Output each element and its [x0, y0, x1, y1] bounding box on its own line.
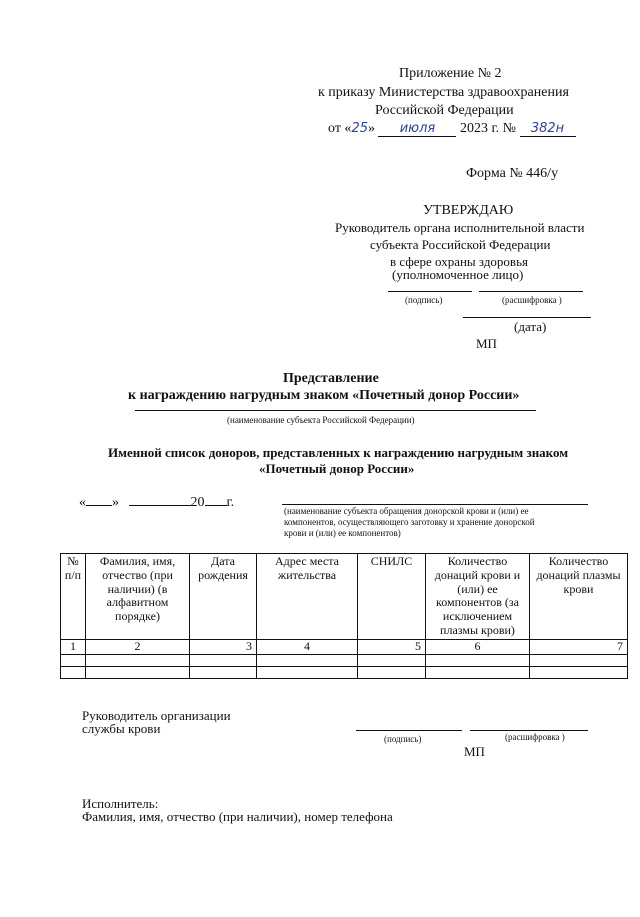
date-day-blank	[86, 493, 112, 506]
approval-signature-caption: (подпись)	[405, 295, 443, 305]
approval-line-3: в сфере охраны здоровья	[390, 254, 528, 269]
date-field-year-prefix: 20	[190, 495, 205, 510]
column-number-2: 2	[86, 639, 190, 654]
table-header-row	[61, 554, 628, 640]
column-number-4: 4	[257, 639, 358, 654]
table-cell[interactable]	[257, 654, 358, 666]
date-prefix: от «	[328, 121, 352, 136]
table-cell[interactable]	[61, 654, 86, 666]
organization-name-line	[282, 504, 588, 505]
date-month-blank	[129, 493, 191, 506]
header-plasma-donations: Количество донаций плазмы крови	[530, 554, 628, 640]
head-decoding-line	[470, 730, 588, 731]
header-full-name: Фамилия, имя, отчество (при наличии) (в алфавитном порядке)	[86, 554, 190, 640]
table-cell[interactable]	[190, 654, 257, 666]
approval-date-caption: (дата)	[514, 319, 547, 334]
appendix-federation-line: Российской Федерации	[375, 103, 514, 118]
donor-table	[60, 553, 628, 679]
approval-decoding-caption: (расшифровка )	[502, 295, 562, 305]
appendix-title: Приложение № 2	[399, 66, 502, 81]
table-cell[interactable]	[358, 666, 426, 678]
table-cell[interactable]	[61, 666, 86, 678]
table-cell[interactable]	[257, 666, 358, 678]
table-number-row	[61, 639, 628, 654]
executor-label: Исполнитель:	[82, 796, 159, 811]
subject-name-line	[135, 410, 536, 411]
header-snils: СНИЛС	[358, 554, 426, 640]
column-number-5: 5	[358, 639, 426, 654]
organization-caption-3: крови и (или) ее компонентов)	[284, 528, 401, 538]
approval-line-4: (уполномоченное лицо)	[392, 267, 524, 282]
table-cell[interactable]	[530, 666, 628, 678]
date-mid: »	[367, 121, 379, 136]
head-signature-caption: (подпись)	[384, 734, 422, 744]
column-number-1: 1	[61, 639, 86, 654]
appendix-date-line	[328, 121, 576, 137]
approval-decoding-line	[479, 291, 583, 292]
table-row	[61, 666, 628, 678]
header-address: Адрес места жительства	[257, 554, 358, 640]
header-birth-date: Дата рождения	[190, 554, 257, 640]
table-cell[interactable]	[86, 666, 190, 678]
approval-signature-line	[388, 291, 472, 292]
column-number-7: 7	[530, 639, 628, 654]
date-day-handwritten: 25	[351, 121, 368, 136]
list-title-line-2: «Почетный донор России»	[259, 461, 415, 476]
table-cell[interactable]	[358, 654, 426, 666]
date-field	[79, 493, 234, 511]
date-year-blank	[205, 493, 227, 506]
executor-text: Фамилия, имя, отчество (при наличии), номер телефона	[82, 809, 393, 824]
column-number-6: 6	[426, 639, 530, 654]
column-number-3: 3	[190, 639, 257, 654]
header-blood-donations: Количество донаций крови и (или) ее компонентов (за исключением плазмы крови)	[426, 554, 530, 640]
head-stamp: МП	[464, 744, 485, 759]
approval-stamp: МП	[476, 336, 497, 351]
head-line-1: Руководитель организации	[82, 708, 231, 723]
approval-line-2: субъекта Российской Федерации	[370, 237, 551, 252]
approval-date-line	[463, 317, 591, 318]
appendix-order-line: к приказу Министерства здравоохранения	[318, 85, 569, 100]
date-year: 2023 г. №	[456, 121, 520, 136]
date-month-handwritten: июля	[378, 122, 456, 137]
header-number: № п/п	[61, 554, 86, 640]
order-number-handwritten: 382н	[520, 122, 576, 137]
date-field-year-suffix: г.	[226, 495, 235, 510]
table-cell[interactable]	[530, 654, 628, 666]
approval-heading: УТВЕРЖДАЮ	[423, 203, 514, 218]
table-cell[interactable]	[426, 654, 530, 666]
organization-caption-1: (наименование субъекта обращения донорской крови и (или) ее	[284, 506, 529, 516]
list-title: Именной список доноров, представленных к награждению нагрудным знаком	[108, 445, 569, 460]
subject-name-caption: (наименование субъекта Российской Федерации)	[227, 415, 415, 425]
date-field-open: «	[79, 495, 86, 510]
table-cell[interactable]	[86, 654, 190, 666]
table-row	[61, 654, 628, 666]
head-signature-line	[356, 730, 462, 731]
table-cell[interactable]	[426, 666, 530, 678]
head-decoding-caption: (расшифровка )	[505, 732, 565, 742]
table-cell[interactable]	[190, 666, 257, 678]
head-line-2: службы крови	[82, 721, 161, 736]
approval-line-1: Руководитель органа исполнительной власти	[335, 220, 585, 235]
main-title: Представление	[283, 371, 379, 386]
form-number: Форма № 446/у	[466, 166, 559, 181]
date-field-close: »	[112, 495, 119, 510]
main-title-line-2: к награждению нагрудным знаком «Почетный донор России»	[128, 388, 520, 403]
organization-caption-2: компонентов, осуществляющего заготовку и хранение донорской	[284, 517, 535, 527]
